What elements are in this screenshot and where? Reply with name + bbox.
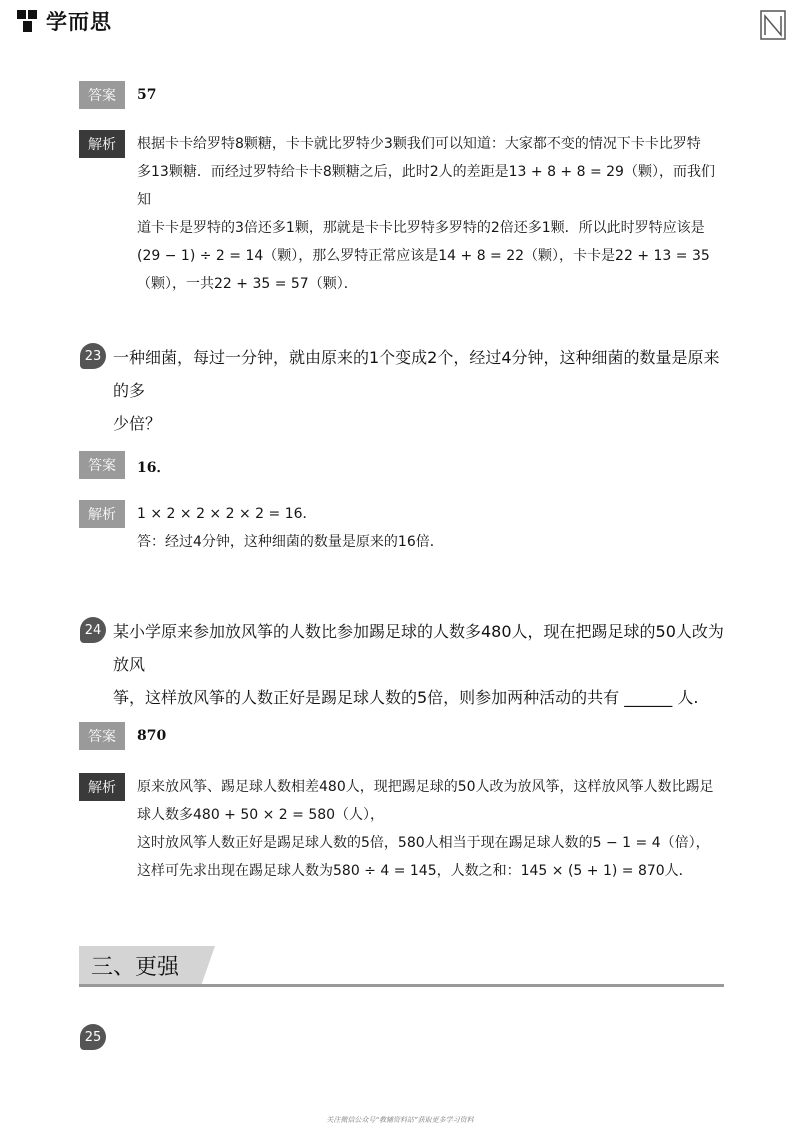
section-header <box>79 946 724 988</box>
analysis-line: (29 − 1) ÷ 2 = 14（颗），那么罗特正常应该是14 + 8 = 22（颗），卡卡是22 + 13 = 35 <box>137 248 710 264</box>
analysis-text <box>137 130 717 298</box>
answer-value: 57 <box>137 87 157 103</box>
analysis-text <box>137 773 717 885</box>
analysis-line: 1 × 2 × 2 × 2 × 2 = 16． <box>137 506 317 522</box>
analysis-line: 答：经过4分钟，这种细菌的数量是原来的16倍． <box>137 534 444 550</box>
section-title: 三、更强 <box>91 955 180 980</box>
question-line: 一种细菌，每过一分钟，就由原来的1个变成2个，经过4分钟，这种细菌的数量是原来的多 <box>113 348 720 400</box>
footer-note: 关注微信公众号“教辅资料站”获取更多学习资料 <box>326 1116 474 1124</box>
analysis-line: 这时放风筝人数正好是踢足球人数的5倍，580人相当于现在踢足球人数的5 − 1 = 4（倍）， <box>137 835 710 851</box>
analysis-tag: 解析 <box>79 130 125 158</box>
question-line: 少倍？ <box>113 414 162 433</box>
analysis-line: （颗），一共22 + 35 = 57（颗）． <box>137 276 358 292</box>
section-divider <box>79 984 724 987</box>
logo-mark-icon <box>16 8 40 34</box>
question-number: 25 <box>80 1024 106 1050</box>
question-number: 24 <box>80 617 106 643</box>
answer-tag: 答案 <box>79 81 125 109</box>
answer-value: 16． <box>137 460 171 476</box>
brand-logo <box>16 6 112 36</box>
analysis-line: 原来放风筝、踢足球人数相差480人，现把踢足球的50人改为放风筝，这样放风筝人数比踢足 <box>137 779 714 795</box>
analysis-text <box>137 500 717 556</box>
analysis-line: 这样可先求出现在踢足球人数为580 ÷ 4 = 145，人数之和：145 × (5 + 1) = 870人． <box>137 863 693 879</box>
question-line: 筝，这样放风筝的人数正好是踢足球人数的5倍，则参加两种活动的共有 ______ 人. <box>113 688 699 707</box>
corner-book-icon <box>760 10 786 40</box>
analysis-line: 多13颗糖．而经过罗特给卡卡8颗糖之后，此时2人的差距是13 + 8 + 8 = 29（颗），而我们知 <box>137 164 715 208</box>
analysis-tag: 解析 <box>79 773 125 801</box>
brand-name: 学而思 <box>46 10 112 34</box>
analysis-line: 道卡卡是罗特的3倍还多1颗，那就是卡卡比罗特多罗特的2倍还多1颗．所以此时罗特应该是 <box>137 220 705 236</box>
question-number: 23 <box>80 343 106 369</box>
answer-tag: 答案 <box>79 451 125 479</box>
section-header-tail <box>201 946 215 986</box>
analysis-line: 球人数多480 + 50 × 2 = 580（人）， <box>137 807 385 823</box>
answer-value: 870 <box>137 728 167 744</box>
question-text <box>113 341 725 440</box>
question-text <box>113 615 725 714</box>
analysis-tag: 解析 <box>79 500 125 528</box>
answer-tag: 答案 <box>79 722 125 750</box>
analysis-line: 根据卡卡给罗特8颗糖，卡卡就比罗特少3颗我们可以知道：大家都不变的情况下卡卡比罗特 <box>137 136 701 152</box>
question-line: 某小学原来参加放风筝的人数比参加踢足球的人数多480人，现在把踢足球的50人改为放风 <box>113 622 724 674</box>
